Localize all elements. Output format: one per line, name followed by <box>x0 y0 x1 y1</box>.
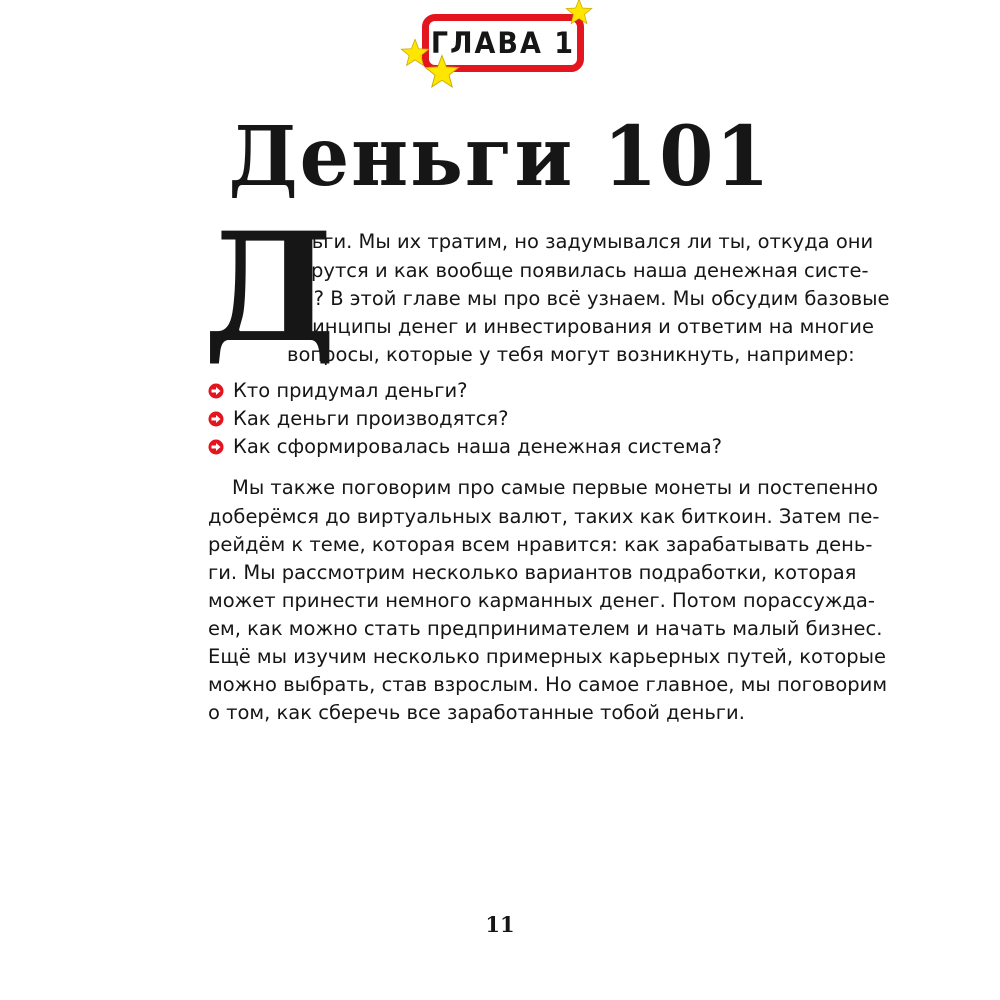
list-item <box>208 406 509 432</box>
paragraph-line: ги. Мы рассмотрим несколько вариантов подработки, которая <box>208 561 857 584</box>
list-item-text: Как сформировалась наша денежная система? <box>233 435 723 458</box>
drop-cap: Д <box>203 200 337 376</box>
list-item <box>208 378 467 404</box>
paragraph-line: Ещё мы изучим несколько примерных карьерных путей, которые <box>208 645 887 668</box>
intro-line: еньги. Мы их тратим, но задумывался ли ты, откуда они <box>287 230 874 253</box>
intro-line: ма? В этой главе мы про всё узнаем. Мы обсудим базовые <box>287 287 890 310</box>
paragraph-line: рейдём к теме, которая всем нравится: как зарабатывать день- <box>208 533 873 556</box>
chapter-badge-group <box>400 0 600 95</box>
intro-line: принципы денег и инвестирования и ответим на многие <box>287 315 874 338</box>
paragraph-line: доберёмся до виртуальных валют, таких как биткоин. Затем пе- <box>208 505 880 528</box>
chapter-title: Деньги 101 <box>228 109 772 205</box>
arrow-right-icon <box>208 383 224 399</box>
arrow-right-icon <box>208 439 224 455</box>
star-icon <box>424 54 460 90</box>
paragraph-line: можно выбрать, став взрослым. Но самое главное, мы поговорим <box>208 673 888 696</box>
star-icon <box>565 0 593 26</box>
intro-line: берутся и как вообще появилась наша денежная систе- <box>287 259 869 282</box>
arrow-right-icon <box>208 411 224 427</box>
list-item-text: Кто придумал деньги? <box>233 379 468 402</box>
list-item <box>208 434 722 460</box>
paragraph-line: о том, как сберечь все заработанные тобой деньги. <box>208 701 745 724</box>
list-item-text: Как деньги производятся? <box>233 407 509 430</box>
intro-line: вопросы, которые у тебя могут возникнуть, например: <box>287 343 855 366</box>
paragraph-line: Мы также поговорим про самые первые монеты и постепенно <box>232 476 879 499</box>
page-number: 11 <box>485 912 515 937</box>
paragraph-line: может принести немного карманных денег. Потом порассужда- <box>208 589 875 612</box>
paragraph-line: ем, как можно стать предпринимателем и начать малый бизнес. <box>208 617 883 640</box>
chapter-label: ГЛАВА 1 <box>430 25 576 61</box>
